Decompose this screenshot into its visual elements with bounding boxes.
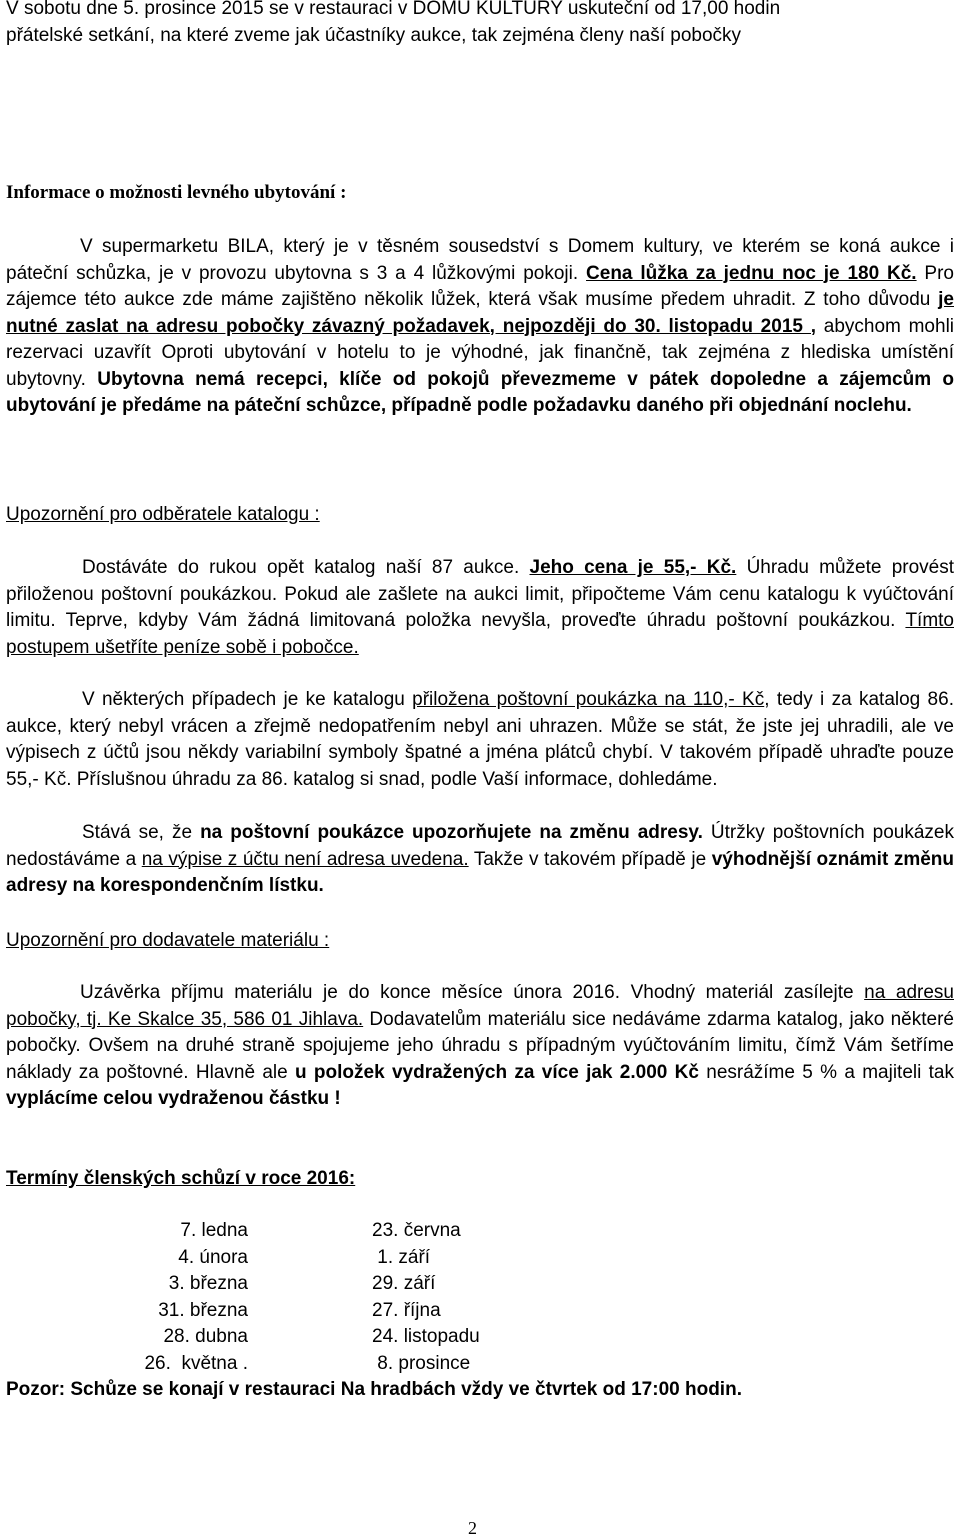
intro-paragraph	[6, 0, 954, 49]
meeting-dates-table	[0, 1218, 960, 1377]
date-left: 3. března	[168, 1273, 248, 1294]
intro-line: přátelské setkání, na které zveme jak účastníky aukce, tak zejména členy naší pobočky	[6, 24, 742, 46]
page-number: 2	[468, 1518, 477, 1538]
date-left: 26. května .	[144, 1352, 248, 1374]
catalog-paragraph-1: Dostáváte do rukou opět katalog naší 87 aukce. Jeho cena je 55,- Kč. Úhradu můžete provést přiloženou poštovní poukázkou. Pokud ale zašlete na aukci limit, připočteme Vám cenu katalogu k vyúčtování limitu. Teprve, kdyby Vám žádná limitovaná položka nevyšla, proveďte úhradu poštovní poukázkou. Tímto postupem ušetříte peníze sobě i pobočce.	[6, 557, 954, 658]
date-left: 28. dubna	[163, 1326, 248, 1347]
date-right: 29. září	[372, 1273, 436, 1294]
meetings-note: Pozor: Schůze se konají v restauraci Na hradbách vždy ve čtvrtek od 17:00 hodin.	[6, 1379, 742, 1400]
price-note: Cena lůžka za jednu noc je 180 Kč.	[586, 262, 917, 284]
date-row	[0, 1324, 960, 1351]
supplier-heading: Upozornění pro dodavatele materiálu :	[6, 930, 330, 951]
date-row	[0, 1298, 960, 1325]
date-right: 8. prosince	[372, 1352, 471, 1374]
date-row	[0, 1271, 960, 1298]
date-row	[0, 1351, 960, 1378]
date-row	[0, 1218, 960, 1245]
catalog-paragraph-2: V některých případech je ke katalogu přiložena poštovní poukázka na 110,- Kč, tedy i za katalog 86. aukce, který nebyl vrácen a zřejmě nedopatřením nebyl ani uhrazen. Může se stát, že jste jej uhradili, ale ve výpisech z účtů jsou někdy variabilní symboly špatné a jména plátců chybí. V takovém případě uhraďte pouze 55,- Kč. Příslušnou úhradu za 86. katalog si snad, podle Vaší informace, dohledáme.	[6, 689, 954, 790]
date-left: 7. ledna	[180, 1220, 248, 1241]
date-left: 31. března	[158, 1299, 248, 1321]
date-right: 24. listopadu	[372, 1326, 480, 1347]
accommodation-heading: Informace o možnosti levného ubytování :	[6, 182, 347, 203]
meetings-heading: Termíny členských schůzí v roce 2016:	[6, 1168, 356, 1189]
date-left: 4. února	[178, 1246, 248, 1268]
intro-line: V sobotu dne 5. prosince 2015 se v restauraci v DOMU KULTURY uskuteční od 17,00 hodin	[6, 0, 781, 19]
accommodation-bold-note: Ubytovna nemá recepci, klíče od pokojů převezmeme v pátek dopoledne a zájemcům o ubytování je předáme na páteční schůzce, případně podle požadavku daného při objednání noclehu.	[6, 368, 955, 416]
date-right: 1. září	[372, 1246, 431, 1268]
date-row	[0, 1245, 960, 1272]
catalog-heading: Upozornění pro odběratele katalogu :	[6, 504, 320, 525]
deadline-note: je nutné zaslat na adresu pobočky závazný požadavek, nejpozději do 30. listopadu 2015 ,	[6, 289, 954, 337]
catalog-price: Jeho cena je 55,- Kč.	[529, 557, 737, 578]
catalog-paragraph-3: Stává se, že na poštovní poukázce upozorňujete na změnu adresy. Útržky poštovních poukázek nedostáváme a na výpise z účtu není adresa uvedena. Takže v takovém případě je výhodnější oznámit změnu adresy na korespondenčním lístku.	[6, 822, 955, 896]
date-right: 23. června	[372, 1220, 461, 1241]
date-right: 27. října	[372, 1299, 441, 1321]
accommodation-paragraph: V supermarketu BILA, který je v těsném sousedství s Domem kultury, ve kterém se koná aukce i páteční schůzka, je v provozu ubytovna s 3 a 4 lůžkovými pokoji. Cena lůžka za jednu noc je 180 Kč. Pro zájemce této aukce zde máme zajištěno několik lůžek, která však musíme předem uhradit. Z toho důvodu je nutné zaslat na adresu pobočky závazný požadavek, nejpozději do 30. listopadu 2015 , abychom mohli rezervaci uzavřít Oproti ubytování v hotelu to je výhodné, jak finančně, tak zejména z hlediska umístění ubytovny. Ubytovna nemá recepci, klíče od pokojů převezmeme v pátek dopoledne a zájemcům o ubytování je předáme na páteční schůzce, případně podle požadavku daného při objednání noclehu.	[6, 236, 955, 416]
supplier-paragraph: Uzávěrka příjmu materiálu je do konce měsíce února 2016. Vhodný materiál zasílejte na adresu pobočky, tj. Ke Skalce 35, 586 01 Jihlava. Dodavatelům materiálu sice nedáváme zdarma katalog, jako některé pobočky. Ovšem na druhé straně spojujeme jeho úhradu s případným vyúčtováním limitu, čímž Vám šetříme náklady za poštovné. Hlavně ale u položek vydražených za více jak 2.000 Kč nesrážíme 5 % a majiteli tak vyplácíme celou vydraženou částku !	[6, 982, 955, 1109]
